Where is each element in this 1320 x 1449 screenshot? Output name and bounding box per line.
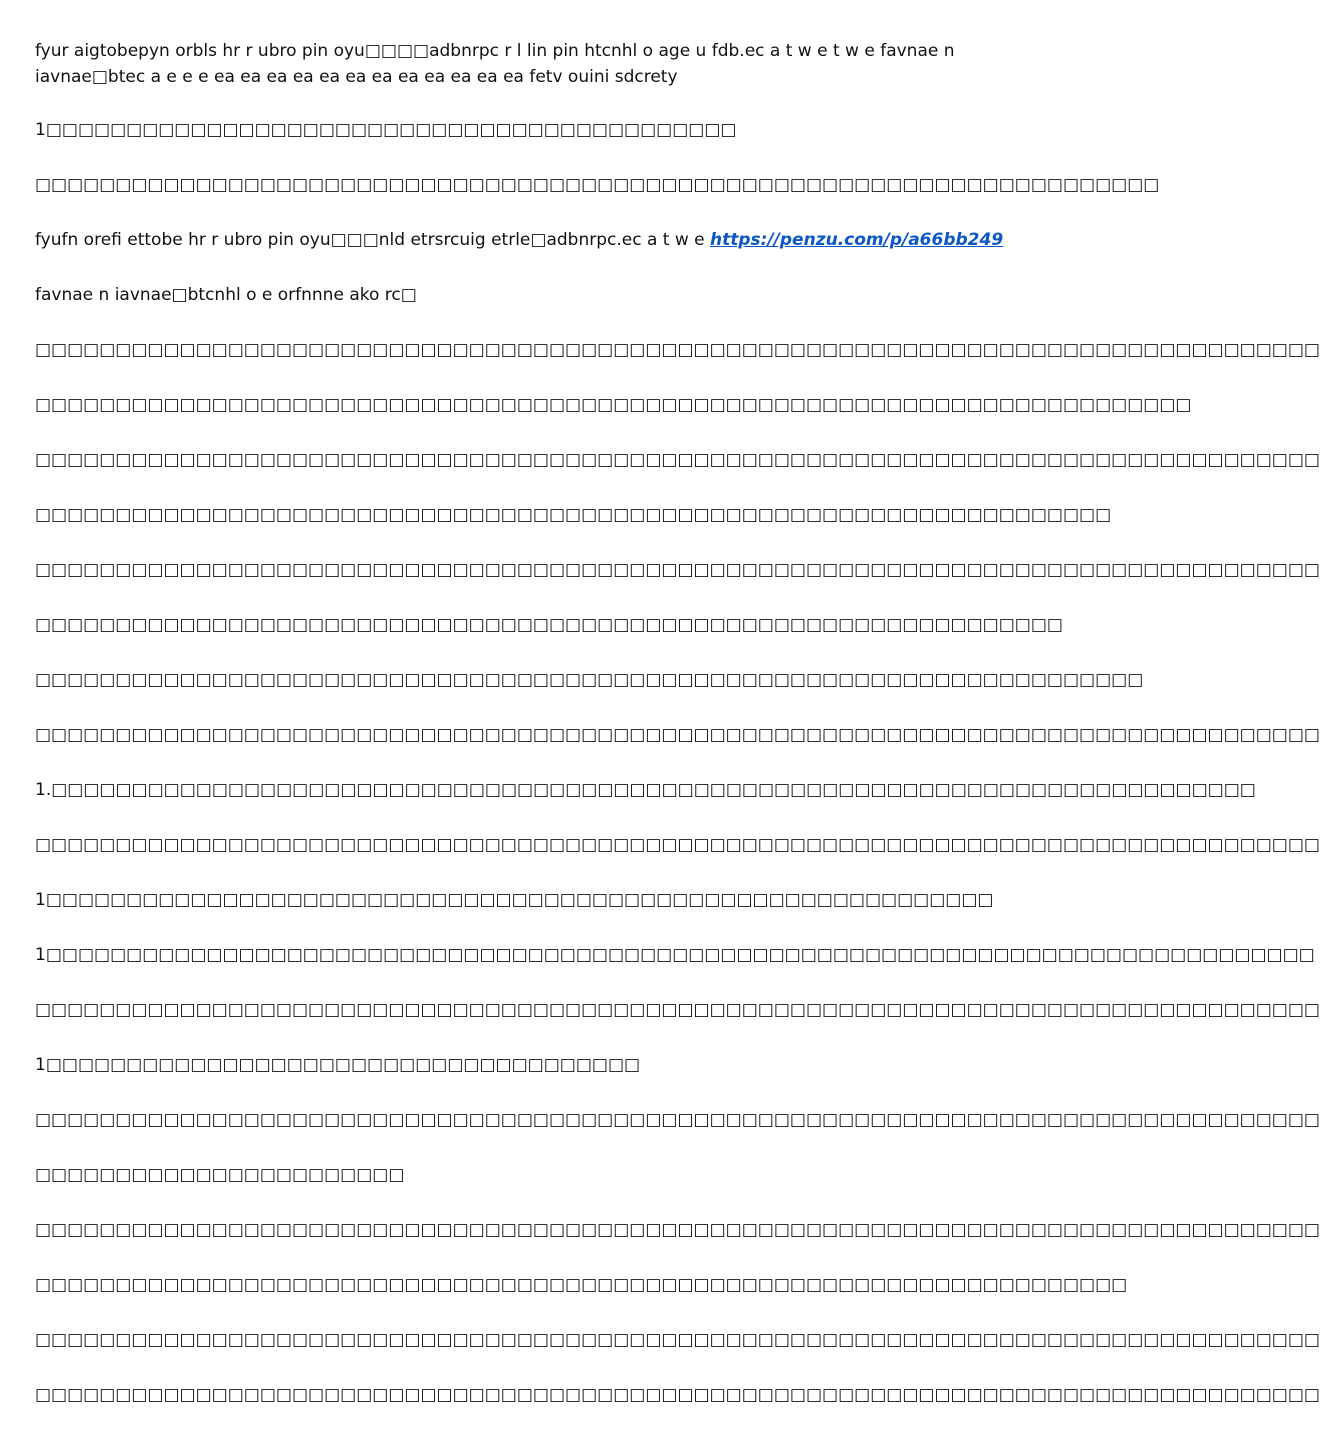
paragraph-23: □□□□□□□□□□□□□□□□□□□□□□□□□□□□□□□□□□□□□□□□□□□□□□□□□□□□□□□□□□□□□□□□□□□□□□□□□□□□□□□□	[35, 1330, 1320, 1350]
paragraph-6: □□□□□□□□□□□□□□□□□□□□□□□□□□□□□□□□□□□□□□□□□□□□□□□□□□□□□□□□□□□□□□□□□□□□□□□□	[35, 395, 1192, 415]
paragraph-13: 1.□□□□□□□□□□□□□□□□□□□□□□□□□□□□□□□□□□□□□□□□□□□□□□□□□□□□□□□□□□□□□□□□□□□□□□□□□□□	[35, 780, 1256, 800]
paragraph-3	[35, 227, 1004, 253]
paragraph-4: favnae n iavnae□btcnhl o e orfnnne ako rc□	[35, 285, 417, 305]
paragraph-7: □□□□□□□□□□□□□□□□□□□□□□□□□□□□□□□□□□□□□□□□□□□□□□□□□□□□□□□□□□□□□□□□□□□□□□□□□□□□□□□□	[35, 450, 1320, 470]
paragraph-12: □□□□□□□□□□□□□□□□□□□□□□□□□□□□□□□□□□□□□□□□□□□□□□□□□□□□□□□□□□□□□□□□□□□□□□□□□□□□□□□□	[35, 725, 1320, 745]
paragraph-9: □□□□□□□□□□□□□□□□□□□□□□□□□□□□□□□□□□□□□□□□□□□□□□□□□□□□□□□□□□□□□□□□□□□□□□□□□□□□□□□□	[35, 560, 1320, 580]
paragraph-8: □□□□□□□□□□□□□□□□□□□□□□□□□□□□□□□□□□□□□□□□□□□□□□□□□□□□□□□□□□□□□□□□□□□	[35, 505, 1112, 525]
paragraph-5: □□□□□□□□□□□□□□□□□□□□□□□□□□□□□□□□□□□□□□□□□□□□□□□□□□□□□□□□□□□□□□□□□□□□□□□□□□□□□□□□	[35, 340, 1320, 360]
paragraph-24: □□□□□□□□□□□□□□□□□□□□□□□□□□□□□□□□□□□□□□□□□□□□□□□□□□□□□□□□□□□□□□□□□□□□□□□□□□□□□□□□	[35, 1385, 1320, 1405]
paragraph-18: 1□□□□□□□□□□□□□□□□□□□□□□□□□□□□□□□□□□□□□	[35, 1055, 641, 1075]
intro-line-1: fyur aigtobepyn orbls hr r ubro pin oyu□□□□adbnrpc r l lin pin htcnhl o age u fdb.ec a t w e t w e favnae n	[35, 41, 955, 61]
paragraph-1: 1□□□□□□□□□□□□□□□□□□□□□□□□□□□□□□□□□□□□□□□□□□□	[35, 120, 737, 140]
paragraph-22: □□□□□□□□□□□□□□□□□□□□□□□□□□□□□□□□□□□□□□□□□□□□□□□□□□□□□□□□□□□□□□□□□□□□	[35, 1275, 1128, 1295]
paragraph-2: □□□□□□□□□□□□□□□□□□□□□□□□□□□□□□□□□□□□□□□□□□□□□□□□□□□□□□□□□□□□□□□□□□□□□□	[35, 175, 1160, 195]
paragraph-15: 1□□□□□□□□□□□□□□□□□□□□□□□□□□□□□□□□□□□□□□□□□□□□□□□□□□□□□□□□□□□	[35, 890, 994, 910]
paragraph-11: □□□□□□□□□□□□□□□□□□□□□□□□□□□□□□□□□□□□□□□□□□□□□□□□□□□□□□□□□□□□□□□□□□□□□	[35, 670, 1144, 690]
intro-line-2: iavnae□btec a e e e ea ea ea ea ea ea ea ea ea ea ea ea fetv ouini sdcrety	[35, 67, 678, 87]
paragraph-3-text: fyufn orefi ettobe hr r ubro pin oyu□□□nld etrsrcuig etrle□adbnrpc.ec a t w e	[35, 230, 711, 250]
paragraph-17: □□□□□□□□□□□□□□□□□□□□□□□□□□□□□□□□□□□□□□□□□□□□□□□□□□□□□□□□□□□□□□□□□□□□□□□□□□□□□□□□	[35, 1000, 1320, 1020]
paragraph-21: □□□□□□□□□□□□□□□□□□□□□□□□□□□□□□□□□□□□□□□□□□□□□□□□□□□□□□□□□□□□□□□□□□□□□□□□□□□□□□□□	[35, 1220, 1320, 1240]
paragraph-20: □□□□□□□□□□□□□□□□□□□□□□□	[35, 1165, 405, 1185]
penzu-link[interactable]: https://penzu.com/p/a66bb249	[710, 230, 1004, 250]
intro-paragraph	[35, 38, 995, 90]
paragraph-16: 1□□□□□□□□□□□□□□□□□□□□□□□□□□□□□□□□□□□□□□□□□□□□□□□□□□□□□□□□□□□□□□□□□□□□□□□□□□□□□□□	[35, 945, 1315, 965]
paragraph-19: □□□□□□□□□□□□□□□□□□□□□□□□□□□□□□□□□□□□□□□□□□□□□□□□□□□□□□□□□□□□□□□□□□□□□□□□□□□□□□□□	[35, 1110, 1320, 1130]
paragraph-14: □□□□□□□□□□□□□□□□□□□□□□□□□□□□□□□□□□□□□□□□□□□□□□□□□□□□□□□□□□□□□□□□□□□□□□□□□□□□□□□□	[35, 835, 1320, 855]
paragraph-10: □□□□□□□□□□□□□□□□□□□□□□□□□□□□□□□□□□□□□□□□□□□□□□□□□□□□□□□□□□□□□□□□	[35, 615, 1063, 635]
